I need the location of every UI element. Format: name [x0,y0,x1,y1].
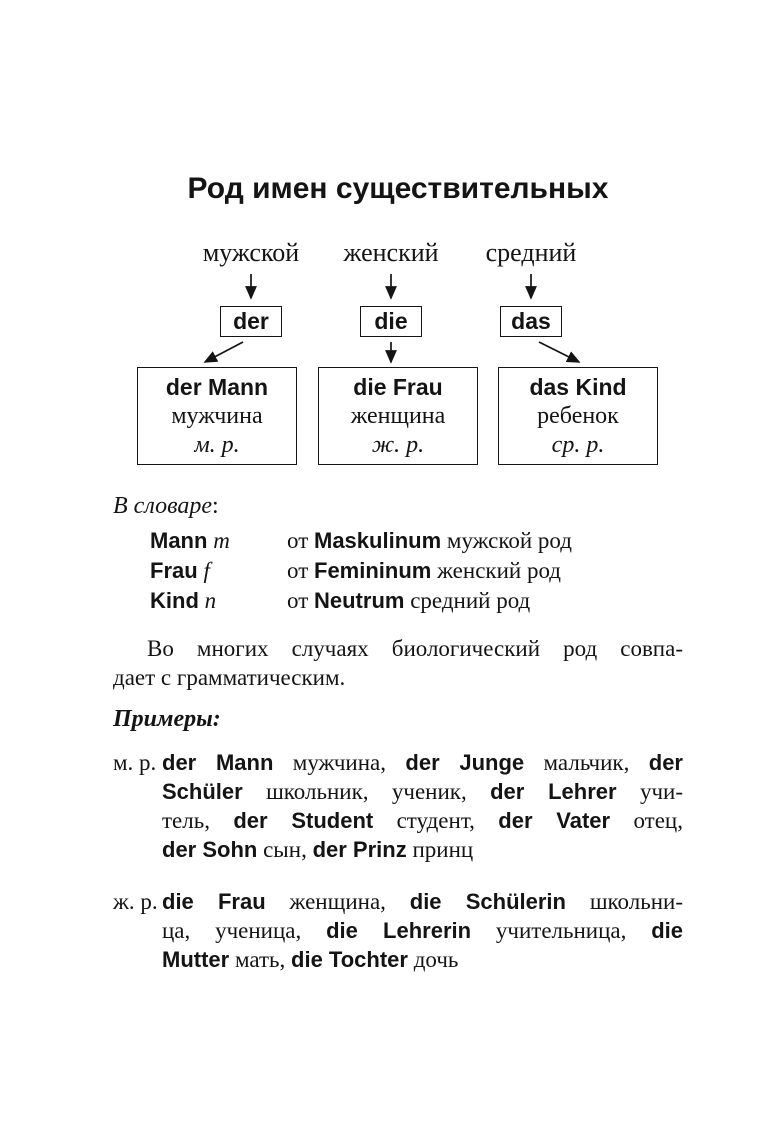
dictionary-heading [113,493,683,519]
examples-heading [113,706,683,732]
example-abbr: ж. р. [371,432,425,458]
paragraph-line: Во многих случаях биологический род совпа- [147,636,683,661]
dictionary-row [150,556,683,586]
example-line: die Frau женщина, die Schülerin школьни- [162,889,683,914]
gender-abbr-label: ж. р. [113,889,158,914]
example-translation: ребенок [537,403,619,429]
example-line: der Mann мужчина, der Junge мальчик, der [162,750,683,775]
gender-letter: f [203,558,210,583]
dictionary-row [150,526,683,556]
example-box-masculine [137,367,297,465]
gender-diagram [113,238,683,465]
dictionary-word: Mann m [150,528,230,553]
arrow-down-right-icon [539,342,579,362]
example-box-neuter [498,367,658,465]
arrow-down-left-icon [205,342,243,362]
example-line: тель, der Student студент, der Vater отец, [162,808,683,833]
dictionary-word: Frau f [150,558,210,583]
gender-label-feminine: женский [343,238,439,267]
example-line: Mutter мать, die Tochter дочь [162,947,459,972]
gender-letter: m [213,528,230,553]
dictionary-definition: от Femininum женский род [287,558,561,583]
dictionary-row [150,586,683,616]
article-box-der: der [220,306,282,337]
examples-heading-colon: : [212,706,221,732]
dictionary-heading-colon: : [211,493,219,519]
gender-abbr-label: м. р. [113,750,157,775]
article-box-das: das [500,306,562,337]
example-abbr: ср. р. [551,432,605,458]
example-translation: мужчина [171,403,263,429]
example-translation: женщина [350,403,446,429]
examples-feminine-group [113,887,683,974]
example-abbr: м. р. [194,432,240,458]
examples-masculine-group [113,748,683,864]
dictionary-definition: от Neutrum средний род [287,588,531,613]
example-box-feminine [318,367,478,465]
example-german: der Mann [165,374,269,400]
example-german: die Frau [353,374,443,400]
dictionary-definition: от Maskulinum мужской род [287,528,572,553]
examples-heading-text: Примеры [113,706,213,732]
dictionary-word: Kind n [150,588,217,613]
body-paragraph [113,634,683,692]
paragraph-line: дает с грамматическим. [113,665,346,690]
example-german: das Kind [529,374,627,400]
gender-label-neuter: средний [485,238,577,267]
gender-letter: n [204,588,217,613]
example-line: der Sohn сын, der Prinz принц [162,837,474,862]
page-content [113,173,683,974]
article-box-die: die [360,306,422,337]
dictionary-table [113,526,683,616]
example-line: Schüler школьник, ученик, der Lehrer учи- [162,779,683,804]
page-title: Род имен существительных [187,172,609,205]
example-line: ца, ученица, die Lehrerin учительница, die [162,918,683,943]
dictionary-heading-text: В словаре [113,493,212,519]
gender-label-masculine: мужской [202,238,300,267]
